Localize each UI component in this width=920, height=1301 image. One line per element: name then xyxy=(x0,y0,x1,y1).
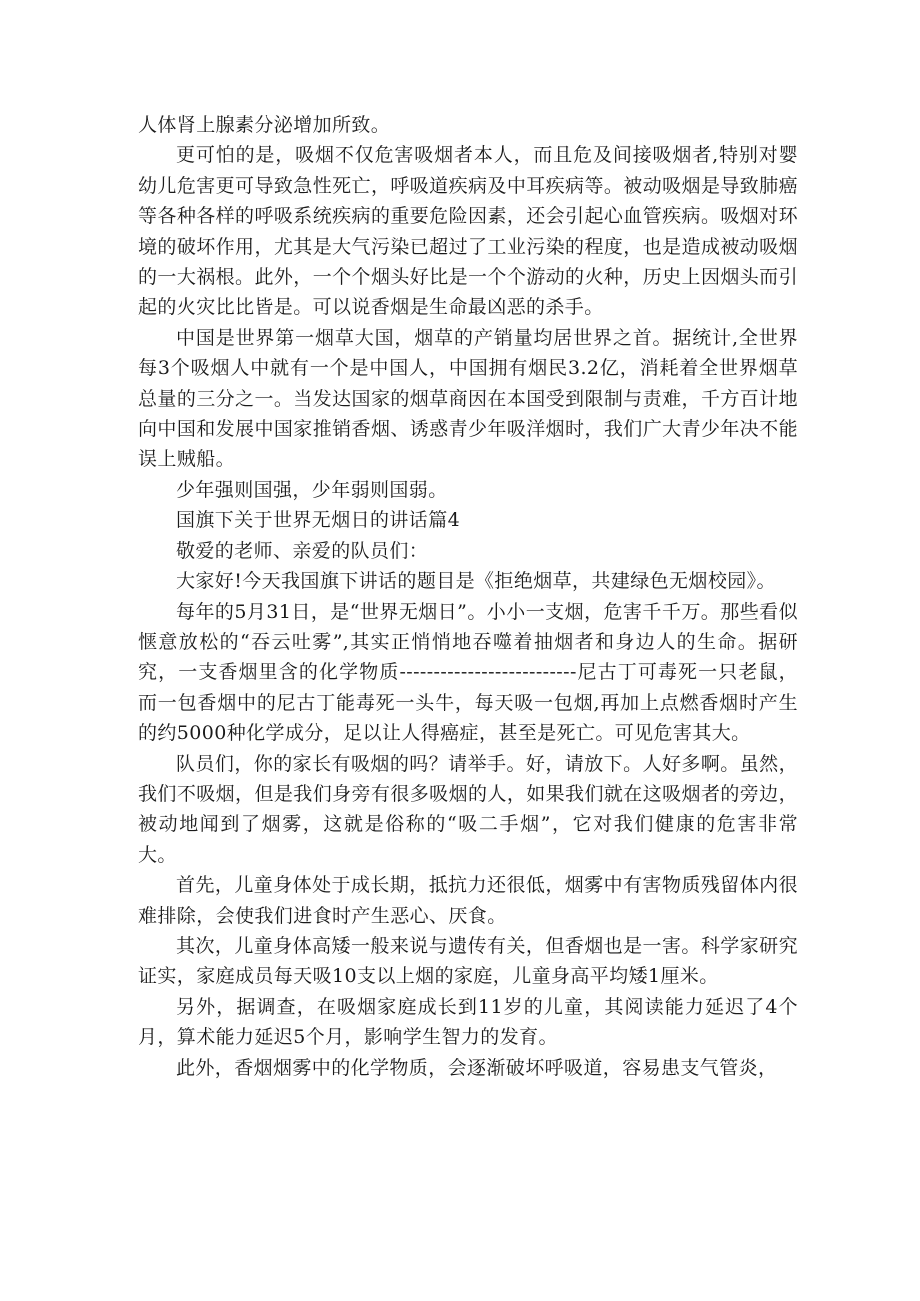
paragraph-world-no-tobacco-day: 每年的5月31日，是“世界无烟日”。小小一支烟，危害千千万。那些看似惬意放松的“吞云吐雾”,其实正悄悄地吞噬着抽烟者和身边人的生命。据研究，一支香烟里含的化学物质--------------------------尼古丁可毒死一只老鼠，而一包香烟中的尼古丁能毒死一头牛，每天吸一包烟,再加上点燃香烟时产生的约5000种化学成分，足以让人得癌症，甚至是死亡。可见危害其大。 xyxy=(138,600,798,745)
section-heading: 国旗下关于世界无烟日的讲话篇4 xyxy=(176,509,461,532)
paragraph-secondhand-smoke: 队员们，你的家长有吸烟的吗？请举手。好，请放下。人好多啊。虽然，我们不吸烟，但是我们身旁有很多吸烟的人，如果我们就在这吸烟者的旁边，被动地闻到了烟雾，这就是俗称的“吸二手烟”，它对我们健康的危害非常大。 xyxy=(138,752,798,866)
paragraph-youth-slogan: 少年强则国强，少年弱则国弱。 xyxy=(176,478,448,501)
paragraph-china-tobacco: 中国是世界第一烟草大国，烟草的产销量均居世界之首。据统计,全世界每3个吸烟人中就有一个是中国人，中国拥有烟民3.2亿，消耗着全世界烟草总量的三分之一。当发达国家的烟草商因在本国受到限制与责难，千方百计地向中国和发展中国家推销香烟、诱惑青少年吸洋烟时，我们广大青少年决不能误上贼船。 xyxy=(138,326,798,471)
paragraph-continuation: 人体肾上腺素分泌增加所致。 xyxy=(138,114,391,136)
paragraph-first-point: 首先，儿童身体处于成长期，抵抗力还很低，烟雾中有害物质残留体内很难排除，会使我们进食时产生恶心、厌食。 xyxy=(138,874,798,927)
document-body xyxy=(138,110,798,1083)
paragraph-third-point: 另外，据调查，在吸烟家庭成长到11岁的儿童，其阅读能力延迟了4个月，算术能力延迟5个月，影响学生智力的发育。 xyxy=(138,995,798,1049)
paragraph-speech-title: 大家好!今天我国旗下讲话的题目是《拒绝烟草，共建绿色无烟校园》。 xyxy=(176,570,776,593)
paragraph-fourth-point: 此外，香烟烟雾中的化学物质，会逐渐破坏呼吸道，容易患支气管炎， xyxy=(176,1056,778,1079)
paragraph-smoking-harm: 更可怕的是，吸烟不仅危害吸烟者本人，而且危及间接吸烟者,特别对婴幼儿危害更可导致急性死亡，呼吸道疾病及中耳疾病等。被动吸烟是导致肺癌等各种各样的呼吸系统疾病的重要危险因素，还会引起心血管疾病。吸烟对环境的破坏作用，尤其是大气污染已超过了工业污染的程度，也是造成被动吸烟的一大祸根。此外，一个个烟头好比是一个个游动的火种，历史上因烟头而引起的火灾比比皆是。可以说香烟是生命最凶恶的杀手。 xyxy=(138,144,798,319)
paragraph-second-point: 其次，儿童身体高矮一般来说与遗传有关，但香烟也是一害。科学家研究证实，家庭成员每天吸10支以上烟的家庭，儿童身高平均矮1厘米。 xyxy=(138,934,798,988)
paragraph-salutation: 敬爱的老师、亲爱的队员们： xyxy=(176,539,429,562)
